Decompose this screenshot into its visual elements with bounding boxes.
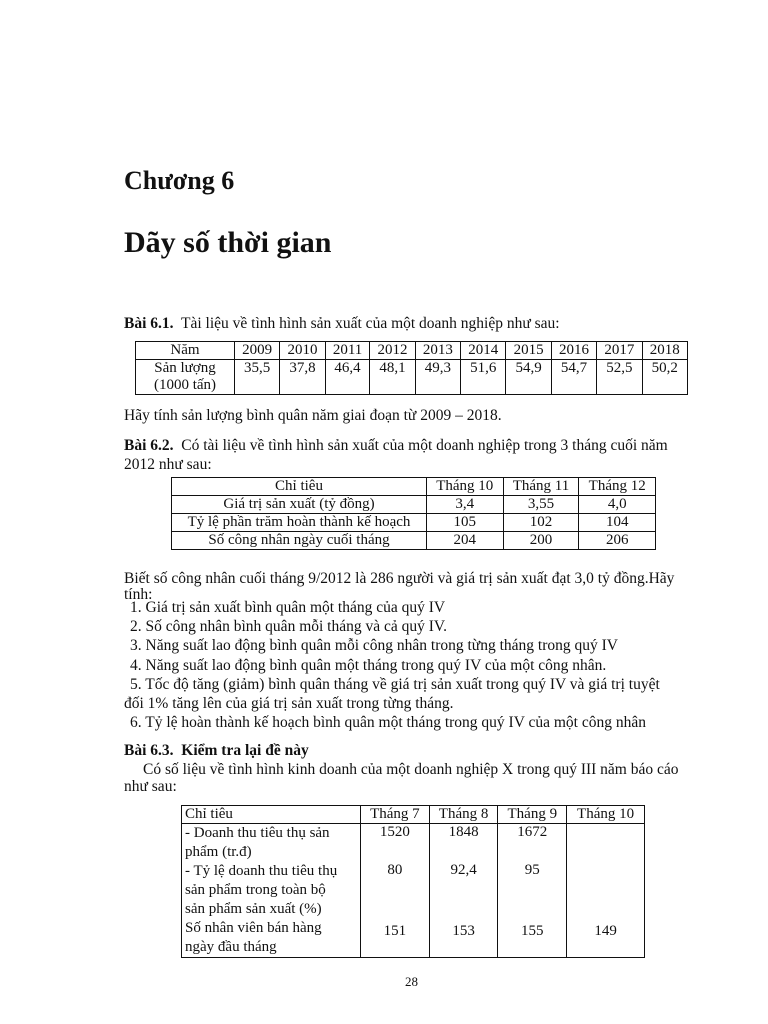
ex2-intro-text-1: Có tài liệu về tình hình sản xuất của một doanh nghiệp trong 3 tháng cuối năm	[181, 437, 668, 454]
list-item: đối 1% tăng lên của giá trị sản xuất trong từng tháng.	[124, 695, 454, 713]
table-cell: 2014	[461, 342, 506, 360]
table-cell: 2016	[551, 342, 596, 360]
table-cell: 54,9	[506, 360, 551, 395]
table-cell: 102	[503, 514, 579, 532]
ex2-table	[171, 477, 656, 550]
table-cell: 50,2	[642, 360, 687, 395]
table-cell: 104	[579, 514, 656, 532]
table-cell: 153	[429, 919, 498, 958]
table-cell	[567, 862, 645, 919]
table-cell: 1848	[429, 824, 498, 863]
ex3-row-label: ngày đầu tháng	[185, 939, 277, 955]
table-row	[172, 478, 656, 496]
table-row	[182, 806, 645, 824]
table-row	[182, 862, 645, 919]
table-header-cell: Tháng 7	[361, 806, 430, 824]
list-item: 4. Năng suất lao động bình quân một tháng trong quý IV của một công nhân.	[130, 656, 607, 674]
table-cell: Tỷ lệ phần trăm hoàn thành kế hoạch	[172, 514, 427, 532]
table-header-cell: Tháng 8	[429, 806, 498, 824]
ex1-intro-text: Tài liệu về tình hình sản xuất của một doanh nghiệp như sau:	[181, 315, 560, 332]
ex1-output-label-1: Sản lượng	[154, 360, 216, 376]
chapter-title: Dãy số thời gian	[124, 226, 332, 259]
ex1-question: Hãy tính sản lượng bình quân năm giai đoạn từ 2009 – 2018.	[124, 407, 502, 424]
ex3-row-label: Số nhân viên bán hàng	[185, 920, 322, 936]
table-cell: 51,6	[461, 360, 506, 395]
table-cell: 2010	[280, 342, 325, 360]
ex2-question-list	[124, 598, 660, 732]
ex2-note-2: tính:	[124, 586, 153, 603]
table-cell	[182, 919, 361, 958]
table-cell: 2011	[325, 342, 370, 360]
ex1-intro	[124, 314, 560, 333]
table-cell: 2015	[506, 342, 551, 360]
ex3-row-label: sản phẩm trong toàn bộ	[185, 882, 326, 898]
ex3-table	[181, 805, 645, 958]
table-cell: Năm	[136, 342, 235, 360]
table-cell: 2018	[642, 342, 687, 360]
table-cell: Giá trị sản xuất (tỷ đồng)	[172, 496, 427, 514]
table-cell: 151	[361, 919, 430, 958]
ex3-intro-2: như sau:	[124, 778, 177, 795]
list-item: 3. Năng suất lao động bình quân mỗi công nhân trong từng tháng trong quý IV	[130, 637, 618, 655]
table-cell: 204	[427, 532, 504, 550]
table-cell: 1520	[361, 824, 430, 863]
table-cell: 95	[498, 862, 567, 919]
table-cell: 35,5	[235, 360, 280, 395]
table-cell: 2017	[597, 342, 642, 360]
table-cell: 46,4	[325, 360, 370, 395]
table-cell: 48,1	[370, 360, 415, 395]
table-row	[182, 919, 645, 958]
table-cell	[182, 824, 361, 863]
table-header-cell: Chỉ tiêu	[182, 806, 361, 824]
table-cell: 52,5	[597, 360, 642, 395]
ex2-label: Bài 6.2.	[124, 437, 174, 454]
table-cell	[567, 824, 645, 863]
page-number: 28	[405, 974, 418, 989]
table-cell	[136, 360, 235, 395]
table-cell: 206	[579, 532, 656, 550]
table-cell: 2013	[415, 342, 460, 360]
list-item: 1. Giá trị sản xuất bình quân một tháng của quý IV	[130, 599, 446, 616]
table-cell: 105	[427, 514, 504, 532]
table-header-cell: Tháng 9	[498, 806, 567, 824]
table-cell: 155	[498, 919, 567, 958]
table-cell: 4,0	[579, 496, 656, 514]
table-cell: 2009	[235, 342, 280, 360]
table-row	[136, 360, 688, 395]
list-item: 5. Tốc độ tăng (giảm) bình quân tháng về giá trị sản xuất trong quý IV và giá trị tuyệt	[130, 675, 660, 693]
table-cell: 80	[361, 862, 430, 919]
table-header-cell: Tháng 11	[503, 478, 579, 496]
table-header-cell: Chỉ tiêu	[172, 478, 427, 496]
ex3-label: Bài 6.3.	[124, 742, 174, 759]
ex1-table	[135, 341, 688, 395]
ex3-intro-1: Có số liệu về tình hình kinh doanh của một doanh nghiệp X trong quý III năm báo cáo	[143, 761, 679, 778]
table-cell: 149	[567, 919, 645, 958]
table-cell: 49,3	[415, 360, 460, 395]
ex2-intro-text-2: 2012 như sau:	[124, 456, 212, 473]
table-cell: 37,8	[280, 360, 325, 395]
ex1-output-label-2: (1000 tấn)	[153, 377, 217, 393]
ex2-intro	[124, 436, 668, 455]
table-row	[172, 532, 656, 550]
table-cell: Số công nhân ngày cuối tháng	[172, 532, 427, 550]
ex3-row-label: sản phẩm sản xuất (%)	[185, 901, 322, 917]
ex3-row-label: - Tỷ lệ doanh thu tiêu thụ	[185, 863, 338, 879]
table-cell: 54,7	[551, 360, 596, 395]
table-cell: 3,4	[427, 496, 504, 514]
table-header-cell: Tháng 10	[567, 806, 645, 824]
table-cell: 1672	[498, 824, 567, 863]
table-cell: 3,55	[503, 496, 579, 514]
ex3-row-label: - Doanh thu tiêu thụ sản	[185, 825, 330, 841]
ex3-row-label: phẩm (tr.đ)	[185, 844, 252, 860]
ex2-note-1: Biết số công nhân cuối tháng 9/2012 là 286 người và giá trị sản xuất đạt 3,0 tỷ đồng.Hãy	[124, 570, 675, 587]
list-item: 6. Tỷ lệ hoàn thành kế hoạch bình quân một tháng trong quý IV của một công nhân	[130, 714, 646, 732]
ex1-label: Bài 6.1.	[124, 315, 174, 332]
table-row	[172, 514, 656, 532]
table-cell: 2012	[370, 342, 415, 360]
ex3-heading	[124, 741, 309, 760]
table-cell: 92,4	[429, 862, 498, 919]
table-row	[182, 824, 645, 863]
ex3-label-title: Kiểm tra lại đề này	[181, 742, 309, 759]
table-cell	[182, 862, 361, 919]
chapter-heading: Chương 6	[124, 166, 235, 195]
table-header-cell: Tháng 12	[579, 478, 656, 496]
table-cell: 200	[503, 532, 579, 550]
list-item: 2. Số công nhân bình quân mỗi tháng và cả quý IV.	[130, 618, 447, 636]
table-row	[136, 342, 688, 360]
table-header-cell: Tháng 10	[427, 478, 504, 496]
table-row	[172, 496, 656, 514]
